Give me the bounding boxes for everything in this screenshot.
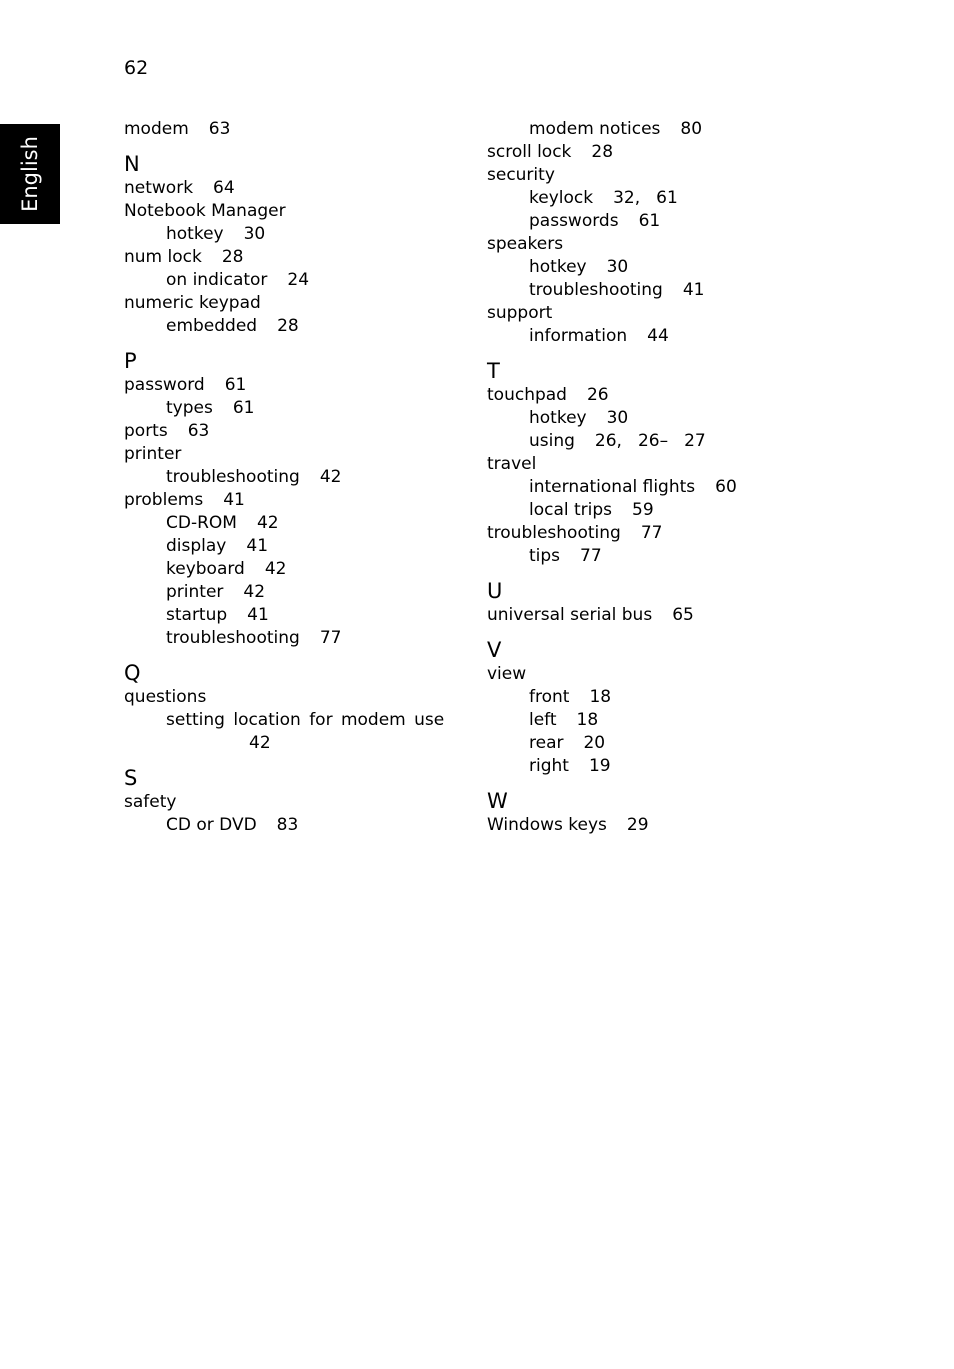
index-term: ports bbox=[124, 421, 168, 441]
index-page-ref[interactable]: 26– bbox=[637, 431, 669, 451]
index-page-ref[interactable]: 80 bbox=[680, 119, 703, 139]
index-letter-heading: W bbox=[487, 789, 508, 813]
index-subentry bbox=[487, 545, 817, 568]
index-entry bbox=[487, 164, 817, 187]
index-term: information bbox=[529, 326, 628, 346]
index-term: keylock bbox=[529, 188, 594, 208]
index-subentry bbox=[487, 279, 817, 302]
index-page-ref[interactable]: 77 bbox=[319, 628, 342, 648]
index-page-ref[interactable]: 32, bbox=[613, 188, 641, 208]
index-page-ref[interactable]: 63 bbox=[187, 421, 210, 441]
index-term: support bbox=[487, 303, 553, 323]
index-term: travel bbox=[487, 454, 537, 474]
index-term: hotkey bbox=[166, 224, 224, 244]
index-page-ref[interactable]: 77 bbox=[580, 546, 602, 566]
index-page-ref[interactable]: 42 bbox=[249, 733, 271, 753]
index-term: troubleshooting bbox=[166, 628, 300, 648]
index-term: using bbox=[529, 431, 575, 451]
index-entry bbox=[124, 791, 454, 814]
index-term: safety bbox=[124, 792, 177, 812]
index-term: troubleshooting bbox=[487, 523, 621, 543]
index-subentry bbox=[487, 256, 817, 279]
index-term: view bbox=[487, 664, 527, 684]
index-term: keyboard bbox=[166, 559, 245, 579]
index-term: Windows keys bbox=[487, 815, 607, 835]
index-entry bbox=[124, 489, 454, 512]
index-subentry bbox=[487, 709, 817, 732]
index-letter-heading: Q bbox=[124, 661, 141, 685]
index-term: printer bbox=[124, 444, 182, 464]
index-term: passwords bbox=[529, 211, 619, 231]
page-number: 62 bbox=[124, 57, 149, 79]
index-page-ref[interactable]: 26 bbox=[586, 385, 609, 405]
index-term: security bbox=[487, 165, 555, 185]
index-page-ref[interactable]: 30 bbox=[243, 224, 266, 244]
index-term: embedded bbox=[166, 316, 258, 336]
index-term: speakers bbox=[487, 234, 564, 254]
index-page-ref[interactable]: 61 bbox=[224, 375, 247, 395]
index-term: printer bbox=[166, 582, 224, 602]
index-page-ref[interactable]: 61 bbox=[232, 398, 255, 418]
index-subentry bbox=[487, 686, 817, 709]
index-page-ref[interactable]: 18 bbox=[589, 687, 612, 707]
index-entry bbox=[124, 177, 454, 200]
index-term: problems bbox=[124, 490, 204, 510]
index-term: on indicator bbox=[166, 270, 268, 290]
index-subentry bbox=[124, 315, 454, 338]
language-tab-label: English bbox=[18, 136, 42, 212]
index-term: Notebook Manager bbox=[124, 201, 286, 221]
index-entry bbox=[487, 141, 817, 164]
index-entry bbox=[124, 420, 454, 443]
index-page-ref[interactable]: 77 bbox=[640, 523, 663, 543]
index-term: local trips bbox=[529, 500, 613, 520]
index-subentry bbox=[487, 732, 817, 755]
index-term: left bbox=[529, 710, 557, 730]
index-entry bbox=[124, 118, 454, 141]
index-page-ref[interactable]: 27 bbox=[684, 431, 706, 451]
index-subentry bbox=[124, 269, 454, 292]
index-entry bbox=[487, 302, 817, 325]
index-page-ref[interactable]: 44 bbox=[647, 326, 669, 346]
index-entry bbox=[124, 292, 454, 315]
index-term: front bbox=[529, 687, 570, 707]
index-term: startup bbox=[166, 605, 228, 625]
index-entry bbox=[124, 443, 454, 466]
index-page-ref[interactable]: 28 bbox=[277, 316, 299, 336]
language-tab bbox=[0, 124, 60, 224]
index-page-ref[interactable]: 28 bbox=[591, 142, 614, 162]
index-term: password bbox=[124, 375, 205, 395]
index-entry bbox=[487, 384, 817, 407]
index-entry bbox=[487, 663, 817, 686]
index-term: modem bbox=[124, 119, 189, 139]
index-subentry bbox=[124, 581, 454, 604]
index-term: modem notices bbox=[529, 119, 661, 139]
index-term: touchpad bbox=[487, 385, 567, 405]
index-term: numeric keypad bbox=[124, 293, 261, 313]
index-letter-heading: S bbox=[124, 766, 138, 790]
index-page-ref[interactable]: 41 bbox=[247, 605, 269, 625]
index-term: troubleshooting bbox=[529, 280, 663, 300]
index-term: scroll lock bbox=[487, 142, 572, 162]
index-subentry bbox=[487, 325, 817, 348]
index-letter-heading: N bbox=[124, 152, 140, 176]
index-letter-heading: V bbox=[487, 638, 502, 662]
index-page-ref[interactable]: 83 bbox=[276, 815, 299, 835]
index-subentry bbox=[487, 430, 817, 453]
index-subentry bbox=[124, 466, 454, 489]
index-subentry bbox=[124, 535, 454, 558]
index-subentry-continuation bbox=[124, 732, 454, 755]
index-subentry bbox=[124, 558, 454, 581]
index-page-ref[interactable]: 20 bbox=[583, 733, 606, 753]
index-page-ref[interactable]: 26, bbox=[594, 431, 622, 451]
index-term: network bbox=[124, 178, 194, 198]
index-term: international flights bbox=[529, 477, 696, 497]
index-subentry bbox=[487, 210, 817, 233]
index-subentry bbox=[124, 397, 454, 420]
index-page-ref[interactable]: 24 bbox=[287, 270, 310, 290]
index-column-left bbox=[124, 118, 454, 837]
index-subentry bbox=[487, 118, 817, 141]
index-entry bbox=[124, 200, 454, 223]
index-page-ref[interactable]: 42 bbox=[264, 559, 287, 579]
index-column-right bbox=[487, 118, 817, 837]
index-term: types bbox=[166, 398, 213, 418]
index-entry bbox=[124, 246, 454, 269]
index-letter-heading: P bbox=[124, 349, 137, 373]
index-entry bbox=[124, 686, 454, 709]
index-subentry bbox=[487, 499, 817, 522]
index-subentry bbox=[487, 755, 817, 778]
index-term: rear bbox=[529, 733, 564, 753]
index-page-ref[interactable]: 42 bbox=[319, 467, 342, 487]
index-subentry bbox=[487, 407, 817, 430]
index-page-ref[interactable]: 41 bbox=[682, 280, 705, 300]
index-term: CD or DVD bbox=[166, 815, 257, 835]
index-subentry bbox=[124, 709, 446, 732]
index-subentry bbox=[124, 512, 454, 535]
index-term: hotkey bbox=[529, 257, 587, 277]
index-entry bbox=[487, 814, 817, 837]
index-entry bbox=[487, 604, 817, 627]
index-subentry bbox=[124, 814, 454, 837]
index-page-ref[interactable]: 64 bbox=[213, 178, 235, 198]
index-term: display bbox=[166, 536, 227, 556]
index-letter-heading: U bbox=[487, 579, 503, 603]
index-page-ref[interactable]: 42 bbox=[256, 513, 279, 533]
index-page-ref[interactable]: 19 bbox=[588, 756, 611, 776]
index-subentry bbox=[124, 627, 454, 650]
index-term: num lock bbox=[124, 247, 202, 267]
index-page-ref[interactable]: 42 bbox=[243, 582, 266, 602]
index-page-ref[interactable]: 30 bbox=[606, 408, 629, 428]
index-page-ref[interactable]: 59 bbox=[632, 500, 654, 520]
index-subentry bbox=[487, 476, 817, 499]
index-page-ref[interactable]: 60 bbox=[715, 477, 737, 497]
index-term: questions bbox=[124, 687, 207, 707]
index-page-ref[interactable]: 63 bbox=[208, 119, 231, 139]
index-term: CD-ROM bbox=[166, 513, 237, 533]
index-term: right bbox=[529, 756, 569, 776]
index-page-ref[interactable]: 41 bbox=[246, 536, 269, 556]
index-entry bbox=[487, 522, 817, 545]
index-page-ref[interactable]: 18 bbox=[576, 710, 599, 730]
index-term: hotkey bbox=[529, 408, 587, 428]
index-entry bbox=[487, 233, 817, 256]
index-page-ref[interactable]: 65 bbox=[672, 605, 694, 625]
index-page-ref[interactable]: 29 bbox=[626, 815, 649, 835]
index-page-ref[interactable]: 61 bbox=[638, 211, 661, 231]
index-subentry bbox=[124, 223, 454, 246]
index-letter-heading: T bbox=[487, 359, 500, 383]
index-subentry bbox=[487, 187, 817, 210]
index-entry bbox=[124, 374, 454, 397]
index-term: setting location for modem use bbox=[166, 710, 445, 730]
index-term: universal serial bus bbox=[487, 605, 653, 625]
index-page-ref[interactable]: 41 bbox=[223, 490, 245, 510]
index-term: tips bbox=[529, 546, 561, 566]
index-entry bbox=[487, 453, 817, 476]
index-page-ref[interactable]: 61 bbox=[656, 188, 678, 208]
index-page-ref[interactable]: 30 bbox=[606, 257, 629, 277]
index-page-ref[interactable]: 28 bbox=[221, 247, 244, 267]
index-term: troubleshooting bbox=[166, 467, 300, 487]
index-subentry bbox=[124, 604, 454, 627]
